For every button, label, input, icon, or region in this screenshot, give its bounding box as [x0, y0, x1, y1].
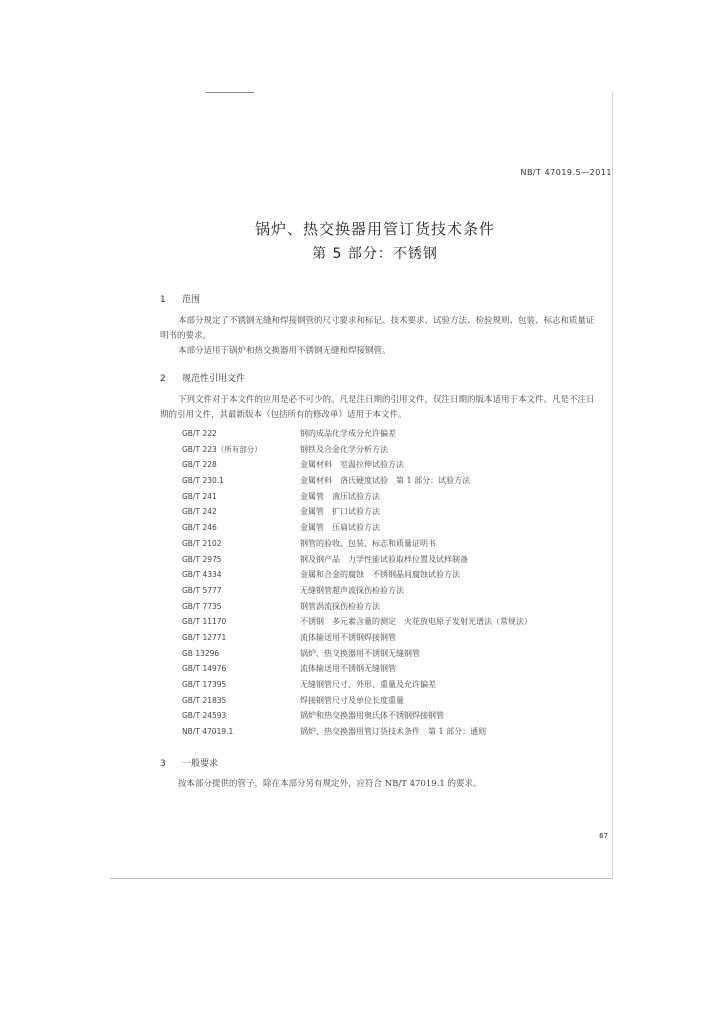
section-number: 3	[160, 759, 166, 769]
reference-title: 焊接钢管尺寸及单位长度重量	[300, 695, 404, 705]
reference-code: GB/T 230.1	[182, 476, 224, 486]
reference-row	[182, 661, 602, 677]
reference-code: GB 13296	[182, 648, 220, 658]
reference-title: 无缝钢管超声波探伤检验方法	[300, 585, 404, 595]
reference-code: GB/T 17395	[182, 680, 227, 689]
reference-code: GB/T 24593	[182, 711, 227, 721]
reference-row	[182, 473, 602, 489]
reference-title: 钢的成品化学成分允许偏差	[300, 429, 396, 438]
reference-row	[182, 646, 602, 662]
reference-row	[182, 442, 602, 458]
reference-row	[182, 457, 602, 473]
reference-code: NB/T 47019.1	[182, 727, 234, 737]
scan-page-edge-bottom	[110, 878, 613, 879]
section-title: 规范性引用文件	[182, 374, 246, 384]
reference-row	[182, 693, 602, 709]
standard-code: NB/T 47019.5—2011	[520, 168, 612, 177]
reference-row	[182, 630, 602, 646]
scan-artifact-line	[206, 92, 254, 93]
reference-title: 无缝钢管尺寸、外形、重量及允许偏差	[300, 680, 436, 689]
page-number: 67	[599, 832, 608, 840]
reference-title: 钢铁及合金化学分析方法	[300, 444, 388, 454]
scope-paragraph: 本部分规定了不锈钢无缝和焊接钢管的尺寸要求和标记、技术要求、试验方法、检验规则、包装、标志和质量证明书的要求。	[160, 316, 595, 341]
general-requirements-paragraph: 按本部分提供的管子，除在本部分另有规定外，应符合 NB/T 47019.1 的要求。	[178, 779, 482, 789]
references-intro-paragraph: 下列文件对于本文件的应用是必不可少的。凡是注日期的引用文件，仅注日期的版本适用于本文件。凡是不注日期的引用文件，其最新版本（包括所有的修改单）适用于本文件。	[160, 395, 595, 420]
reference-code: GB/T 228	[182, 460, 217, 470]
scan-page-edge	[612, 92, 613, 878]
reference-code: GB/T 222	[182, 429, 217, 438]
reference-title: 钢管涡流探伤检验方法	[300, 601, 380, 611]
reference-title: 金属材料 洛氏硬度试验 第 1 部分：试验方法	[300, 476, 471, 486]
reference-row	[182, 552, 602, 568]
reference-row	[182, 614, 602, 630]
reference-code: GB/T 12771	[182, 632, 227, 642]
reference-title: 金属管 液压试验方法	[300, 491, 380, 501]
reference-row	[182, 677, 602, 693]
reference-row	[182, 504, 602, 520]
section-heading-scope	[160, 292, 200, 305]
reference-list	[182, 426, 602, 740]
reference-code: GB/T 241	[182, 491, 217, 501]
reference-title: 锅炉、热交换器用管订货技术条件 第 1 部分：通则	[300, 727, 487, 737]
reference-code: GB/T 2102	[182, 538, 222, 548]
reference-code: GB/T 223（所有部分）	[182, 444, 262, 454]
reference-row	[182, 708, 602, 724]
reference-title: 不锈钢 多元素含量的测定 火花放电原子发射光谱法（常规法）	[300, 617, 532, 627]
section-title: 一般要求	[182, 759, 219, 769]
reference-code: GB/T 7735	[182, 601, 222, 611]
reference-code: GB/T 2975	[182, 554, 222, 564]
reference-code: GB/T 5777	[182, 585, 222, 595]
document-title: 锅炉、热交换器用管订货技术条件	[254, 220, 495, 238]
reference-code: GB/T 242	[182, 507, 217, 517]
reference-title: 锅炉和热交换器用奥氏体不锈钢焊接钢管	[300, 711, 444, 721]
reference-code: GB/T 14976	[182, 664, 227, 674]
section-number: 2	[160, 374, 166, 384]
reference-title: 流体输送用不锈钢焊接钢管	[300, 632, 396, 642]
reference-title: 金属和合金的腐蚀 不锈钢晶间腐蚀试验方法	[300, 570, 460, 580]
reference-row	[182, 583, 602, 599]
section-number: 1	[160, 295, 166, 305]
reference-code: GB/T 246	[182, 523, 217, 533]
reference-title: 锅炉、热交换器用不锈钢无缝钢管	[300, 648, 420, 658]
reference-title: 钢及钢产品 力学性能试验取样位置及试样制备	[300, 554, 468, 564]
reference-title: 钢管的验收、包装、标志和质量证明书	[300, 538, 436, 548]
section-heading-normative-references	[160, 371, 245, 384]
reference-code: GB/T 4334	[182, 570, 222, 580]
reference-row	[182, 426, 602, 442]
section-title: 范围	[182, 295, 201, 305]
reference-code: GB/T 11170	[182, 617, 227, 627]
reference-row	[182, 520, 602, 536]
reference-row	[182, 489, 602, 505]
scope-applicability-paragraph: 本部分适用于锅炉和热交换器用不锈钢无缝和焊接钢管。	[178, 346, 391, 356]
reference-row	[182, 536, 602, 552]
reference-row	[182, 724, 602, 740]
reference-title: 流体输送用不锈钢无缝钢管	[300, 664, 396, 674]
reference-row	[182, 567, 602, 583]
reference-code: GB/T 21835	[182, 695, 227, 705]
section-heading-general-requirements	[160, 756, 218, 769]
reference-title: 金属材料 室温拉伸试验方法	[300, 460, 404, 470]
document-subtitle: 第 5 部分：不锈钢	[312, 246, 438, 262]
reference-row	[182, 599, 602, 615]
reference-title: 金属管 压扁试验方法	[300, 523, 380, 533]
reference-title: 金属管 扩口试验方法	[300, 507, 380, 517]
